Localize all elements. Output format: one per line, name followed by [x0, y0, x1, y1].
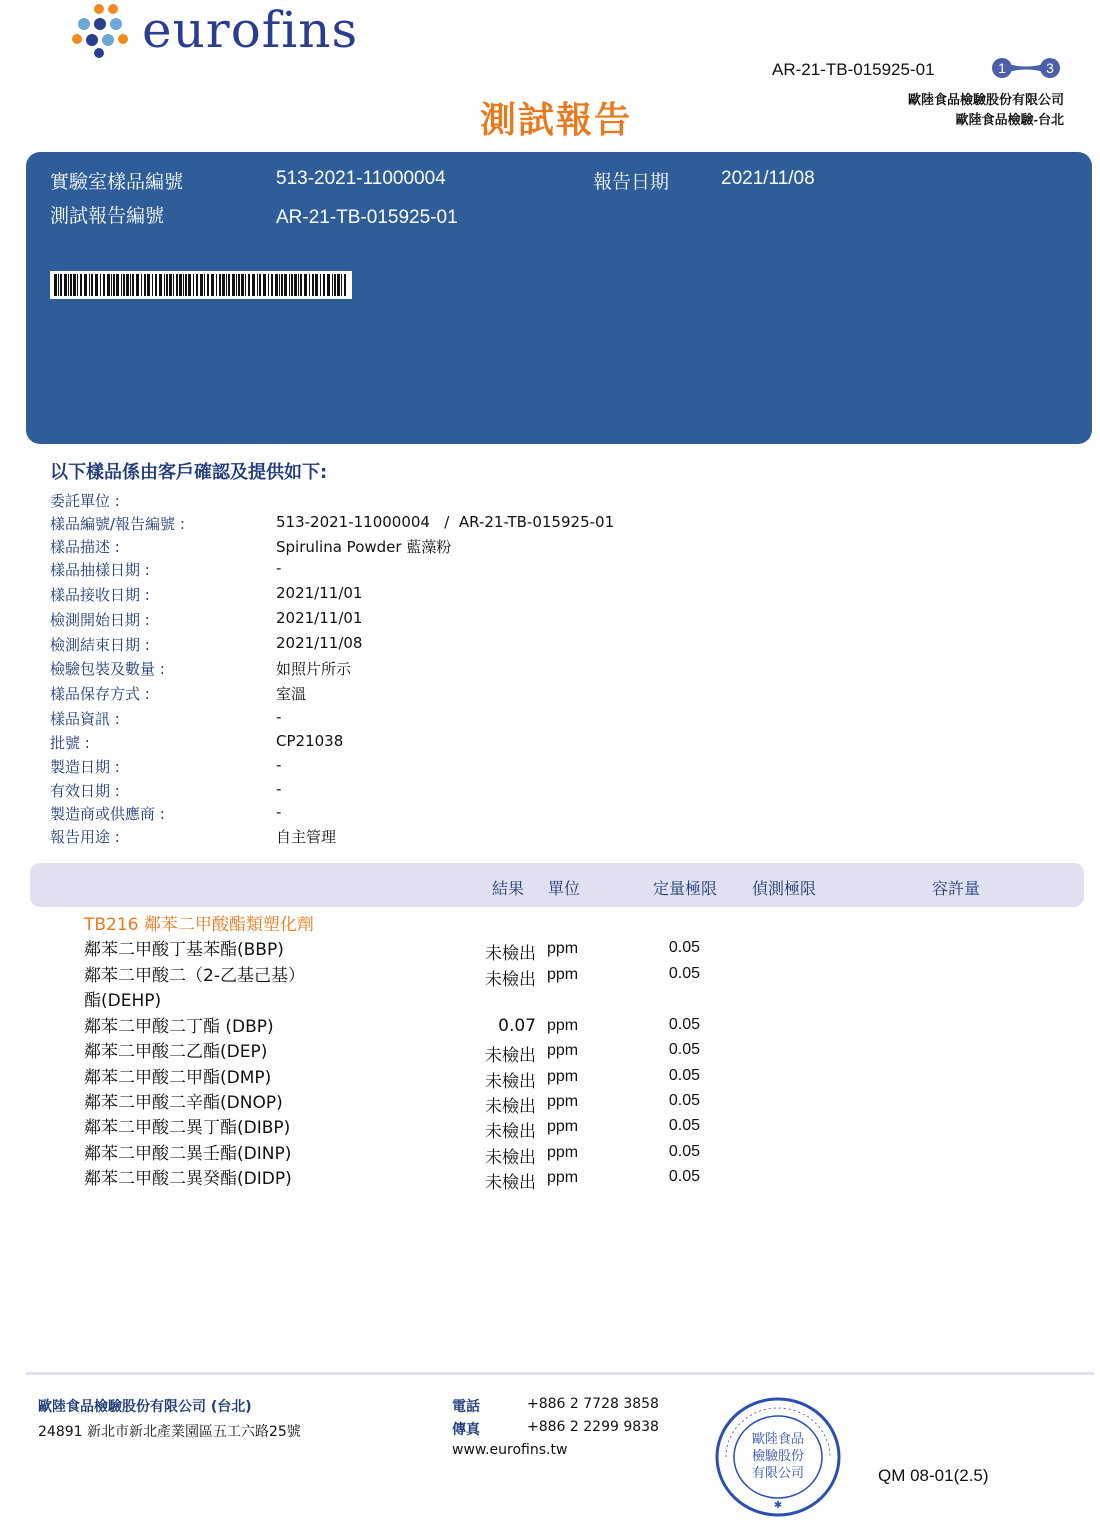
barcode-bar	[222, 274, 225, 296]
sample-info-label: 製造日期 :	[50, 758, 120, 776]
sample-info-value: 自主管理	[276, 828, 337, 846]
barcode-bar	[312, 274, 314, 296]
barcode-bar	[298, 274, 299, 296]
footer-website[interactable]: www.eurofins.tw	[452, 1442, 568, 1458]
barcode-bar	[70, 274, 72, 296]
barcode-bar	[152, 274, 153, 296]
unit-value: ppm	[547, 1118, 579, 1135]
lab-sample-value: 513-2021-11000004	[276, 168, 446, 189]
barcode-bar	[144, 274, 146, 296]
barcode-bar	[341, 274, 342, 296]
loq-value: 0.05	[668, 1067, 700, 1084]
sample-info-value: 513-2021-11000004 / AR-21-TB-015925-01	[276, 513, 615, 531]
barcode-bar	[211, 274, 214, 296]
barcode-bar	[268, 274, 269, 296]
barcode-bar	[294, 274, 297, 296]
sample-info-label: 批號 :	[50, 734, 90, 752]
barcode-bar	[121, 274, 122, 296]
loq-value: 0.05	[668, 939, 700, 956]
footer-fax-value: +886 2 2299 9838	[527, 1419, 659, 1435]
loq-value: 0.05	[668, 1143, 700, 1160]
barcode-bar	[80, 274, 82, 296]
barcode-bar	[216, 274, 217, 296]
barcode-bar	[275, 274, 278, 296]
company-seal-icon	[714, 1396, 842, 1518]
barcode-bar	[185, 274, 187, 296]
unit-value: ppm	[547, 1042, 579, 1059]
logo-wordmark: eurofins	[142, 1, 359, 59]
barcode-bar	[132, 274, 134, 296]
company-info	[908, 90, 1064, 130]
svg-text:有限公司: 有限公司	[751, 1466, 805, 1481]
sample-info-label: 樣品抽樣日期 :	[50, 561, 150, 579]
analyte-name	[84, 1040, 267, 1065]
footer-divider	[26, 1372, 1094, 1375]
sample-info-value: -	[276, 756, 282, 774]
loq-value: 0.05	[668, 1117, 700, 1134]
barcode-bar	[200, 274, 203, 296]
result-value: 未檢出	[485, 1148, 536, 1168]
report-title: 測試報告	[480, 100, 633, 141]
form-number: QM 08-01(2.5)	[878, 1466, 989, 1485]
barcode-bar	[238, 274, 240, 296]
sample-info-value: 2021/11/08	[276, 634, 363, 652]
barcode-bar	[77, 274, 78, 296]
col-loq: 定量極限	[653, 879, 718, 898]
results-table-header	[30, 863, 1084, 907]
company-line-2: 歐陸食品檢驗-台北	[955, 112, 1064, 127]
barcode-bar	[91, 274, 93, 296]
sample-info-value: CP21038	[276, 732, 344, 750]
barcode-bar	[155, 274, 157, 296]
lab-sample-label: 實驗室樣品編號	[50, 171, 184, 193]
barcode-bars	[54, 274, 348, 296]
analyte-name-line1: 鄰苯二甲酸丁基苯酯(BBP)	[84, 940, 284, 960]
barcode-bar	[111, 274, 112, 296]
barcode-bar	[236, 274, 237, 296]
result-value: 未檢出	[485, 1122, 536, 1142]
unit-value: ppm	[547, 1169, 579, 1186]
barcode-bar	[60, 274, 62, 296]
barcode-bar	[116, 274, 119, 296]
sample-info-value: -	[276, 559, 282, 577]
barcode-bar	[89, 274, 90, 296]
barcode-bar	[226, 274, 227, 296]
footer-phone-label: 電話	[452, 1399, 480, 1415]
sample-info-label: 製造商或供應商 :	[50, 805, 165, 823]
analyte-name	[84, 1066, 271, 1091]
barcode-bar	[183, 274, 184, 296]
barcode-bar	[176, 274, 178, 296]
result-value: 0.07	[498, 1016, 536, 1036]
barcode-bar	[100, 274, 101, 296]
barcode-bar	[252, 274, 255, 296]
analyte-name-line1: 鄰苯二甲酸二異壬酯(DINP)	[84, 1144, 292, 1164]
unit-value: ppm	[547, 1017, 579, 1034]
svg-text:檢驗股份: 檢驗股份	[751, 1449, 805, 1464]
analyte-name	[84, 1091, 283, 1116]
barcode-bar	[263, 274, 266, 296]
sample-info-label: 委託單位 :	[50, 492, 120, 510]
barcode-bar	[279, 274, 280, 296]
result-value: 未檢出	[485, 1046, 536, 1066]
barcode-bar	[107, 274, 110, 296]
barcode-bar	[169, 274, 172, 296]
sample-info-label: 檢測結束日期 :	[50, 636, 150, 654]
result-value: 未檢出	[485, 1072, 536, 1092]
footer-company: 歐陸食品檢驗股份有限公司 (台北)	[38, 1399, 252, 1415]
page-total: 3	[1046, 60, 1054, 76]
sample-info-label: 報告用途 :	[50, 828, 120, 846]
result-value: 未檢出	[485, 1173, 536, 1193]
analyte-name-line1: 鄰苯二甲酸二乙酯(DEP)	[84, 1042, 268, 1062]
barcode-bar	[323, 274, 325, 296]
analyte-name-line2: 酯(DEHP)	[84, 991, 162, 1011]
sample-info-label: 樣品保存方式 :	[50, 685, 150, 703]
svg-text:歐陸食品: 歐陸食品	[751, 1432, 805, 1447]
unit-value: ppm	[547, 966, 579, 983]
sample-info-value: 2021/11/01	[276, 609, 363, 627]
barcode-bar	[73, 274, 76, 296]
barcode-bar	[309, 274, 310, 296]
sample-info-label: 樣品資訊 :	[50, 710, 120, 728]
sample-info-value: 室溫	[276, 685, 307, 703]
col-lod: 偵測極限	[752, 879, 817, 898]
sample-info-label: 有效日期 :	[50, 782, 120, 800]
footer-fax-label: 傳真	[452, 1422, 480, 1438]
result-value: 未檢出	[485, 970, 536, 990]
report-summary-panel	[26, 152, 1092, 444]
barcode-bar	[159, 274, 162, 296]
sample-info-heading: 以下樣品係由客戶確認及提供如下:	[50, 462, 328, 483]
barcode-bar	[204, 274, 205, 296]
barcode-bar	[219, 274, 221, 296]
barcode-bar	[136, 274, 139, 296]
sample-info-value: -	[276, 803, 282, 821]
col-tolerance: 容許量	[932, 879, 981, 898]
loq-value: 0.05	[668, 1168, 700, 1185]
barcode-bar	[188, 274, 191, 296]
barcode-icon	[50, 271, 352, 299]
barcode-bar	[259, 274, 261, 296]
barcode-bar	[315, 274, 318, 296]
barcode-bar	[300, 274, 302, 296]
unit-value: ppm	[547, 1093, 579, 1110]
sample-info-value: 2021/11/01	[276, 584, 363, 602]
barcode-bar	[271, 274, 273, 296]
eurofins-logo	[72, 0, 358, 60]
analyte-name-line1: 鄰苯二甲酸二異丁酯(DIBP)	[84, 1118, 291, 1138]
sample-info-value: -	[276, 780, 282, 798]
barcode-bar	[334, 274, 336, 296]
barcode-bar	[141, 274, 142, 296]
company-line-1: 歐陸食品檢驗股份有限公司	[907, 92, 1064, 107]
sample-info-label: 樣品編號/報告編號 :	[50, 515, 185, 533]
barcode-bar	[95, 274, 98, 296]
col-result: 結果	[492, 879, 525, 898]
analyte-name	[84, 1015, 274, 1040]
sample-info-value: -	[276, 708, 282, 726]
result-value: 未檢出	[485, 1097, 536, 1117]
sample-info-value: 如照片所示	[276, 660, 352, 678]
barcode-bar	[64, 274, 67, 296]
analyte-name	[84, 964, 305, 1014]
barcode-bar	[248, 274, 250, 296]
barcode-bar	[332, 274, 333, 296]
report-number-label: 測試報告編號	[50, 205, 165, 227]
analyte-name-line1: 鄰苯二甲酸二（2-乙基己基）	[84, 966, 305, 986]
unit-value: ppm	[547, 1144, 579, 1161]
svg-text:✱: ✱	[773, 1500, 783, 1511]
barcode-bar	[284, 274, 287, 296]
analyte-name	[84, 1167, 292, 1192]
barcode-bar	[241, 274, 244, 296]
page-indicator	[984, 57, 1068, 79]
analyte-name	[84, 1116, 290, 1141]
result-value: 未檢出	[485, 944, 536, 964]
barcode-bar	[123, 274, 125, 296]
loq-value: 0.05	[668, 1016, 700, 1033]
footer-phone-value: +886 2 7728 3858	[527, 1396, 659, 1412]
barcode-bar	[337, 274, 340, 296]
barcode-bar	[166, 274, 168, 296]
sample-info-label: 檢測開始日期 :	[50, 611, 150, 629]
barcode-bar	[113, 274, 115, 296]
unit-value: ppm	[547, 1068, 579, 1085]
barcode-bar	[228, 274, 230, 296]
loq-value: 0.05	[668, 1092, 700, 1109]
barcode-bar	[179, 274, 182, 296]
analyte-name-line1: 鄰苯二甲酸二辛酯(DNOP)	[84, 1093, 283, 1113]
page-current: 1	[998, 60, 1006, 76]
barcode-bar	[291, 274, 293, 296]
barcode-bar	[245, 274, 246, 296]
analyte-name	[84, 1142, 291, 1167]
barcode-bar	[68, 274, 69, 296]
barcode-bar	[281, 274, 283, 296]
barcode-bar	[193, 274, 194, 296]
report-date-label: 報告日期	[593, 171, 670, 193]
barcode-bar	[103, 274, 105, 296]
barcode-bar	[289, 274, 290, 296]
sample-info-label: 樣品接收日期 :	[50, 586, 150, 604]
sample-info-value: Spirulina Powder 藍藻粉	[276, 538, 452, 556]
test-group-title: TB216 鄰苯二甲酸酯類塑化劑	[84, 915, 314, 935]
loq-value: 0.05	[668, 965, 700, 982]
barcode-bar	[304, 274, 307, 296]
logo-dots-icon	[72, 2, 134, 58]
barcode-bar	[54, 274, 57, 296]
unit-value: ppm	[547, 940, 579, 957]
analyte-name-line1: 鄰苯二甲酸二異癸酯(DIDP)	[84, 1169, 292, 1189]
sample-info-label: 檢驗包裝及數量 :	[50, 660, 165, 678]
barcode-bar	[344, 274, 346, 296]
barcode-bar	[196, 274, 198, 296]
analyte-name-line1: 鄰苯二甲酸二甲酯(DMP)	[84, 1068, 272, 1088]
analyte-name	[84, 938, 284, 963]
barcode-bar	[257, 274, 258, 296]
barcode-bar	[320, 274, 321, 296]
loq-value: 0.05	[668, 1041, 700, 1058]
barcode-bar	[164, 274, 165, 296]
barcode-bar	[327, 274, 330, 296]
barcode-bar	[126, 274, 129, 296]
col-unit: 單位	[548, 879, 581, 898]
barcode-bar	[58, 274, 59, 296]
barcode-bar	[232, 274, 235, 296]
barcode-bar	[84, 274, 87, 296]
footer-address: 24891 新北市新北產業園區五工六路25號	[38, 1424, 301, 1440]
analyte-name-line1: 鄰苯二甲酸二丁酯 (DBP)	[84, 1017, 274, 1037]
report-date-value: 2021/11/08	[721, 168, 815, 189]
barcode-bar	[173, 274, 174, 296]
document-number: AR-21-TB-015925-01	[772, 60, 935, 79]
barcode-bar	[207, 274, 209, 296]
barcode-bar	[147, 274, 150, 296]
sample-info-label: 樣品描述 :	[50, 538, 120, 556]
report-number-value: AR-21-TB-015925-01	[276, 207, 458, 228]
barcode-bar	[130, 274, 131, 296]
